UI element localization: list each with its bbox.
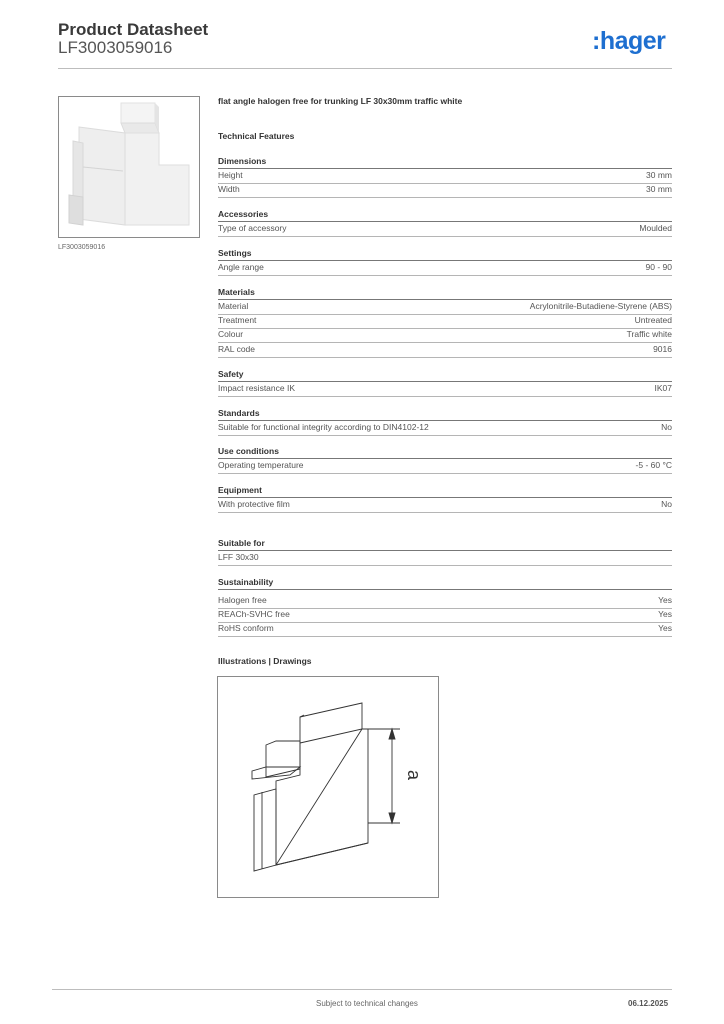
- spec-row: [218, 169, 672, 184]
- technical-features-heading: Technical Features: [218, 131, 295, 141]
- technical-drawing: [217, 676, 439, 898]
- group-title-use-conditions: Use conditions: [218, 446, 672, 459]
- flat-angle-product-illustration: [59, 97, 199, 237]
- illustrations-heading: Illustrations | Drawings: [218, 656, 312, 666]
- spec-key: Width: [218, 184, 240, 194]
- spec-key: Treatment: [218, 315, 257, 325]
- header-divider: [58, 68, 672, 69]
- spec-key: Impact resistance IK: [218, 383, 296, 393]
- dimension-label: a: [404, 769, 424, 781]
- spec-row: [218, 459, 672, 474]
- group-title-equipment: Equipment: [218, 485, 672, 498]
- group-title-accessories: Accessories: [218, 209, 672, 222]
- spec-key: Suitable for functional integrity according to DIN4102-12: [218, 422, 429, 432]
- spec-key: RoHS conform: [218, 623, 274, 633]
- spec-key: With protective film: [218, 499, 290, 509]
- spec-key: RAL code: [218, 344, 256, 354]
- product-image: [58, 96, 200, 238]
- spec-row: [218, 328, 672, 343]
- image-caption: LF3003059016: [58, 244, 106, 251]
- spec-value: No: [661, 422, 672, 432]
- spec-value: 9016: [653, 344, 672, 354]
- page-title: Product Datasheet: [58, 20, 209, 39]
- group-title-safety: Safety: [218, 369, 672, 382]
- spec-row: [218, 222, 672, 237]
- group-title-sustainability: Sustainability: [218, 577, 672, 590]
- group-title-standards: Standards: [218, 408, 672, 421]
- spec-key: Halogen free: [218, 595, 267, 605]
- spec-row: [218, 622, 672, 637]
- spec-value: Moulded: [639, 223, 672, 233]
- spec-key: Colour: [218, 329, 244, 339]
- spec-row: [218, 421, 672, 436]
- spec-value: Traffic white: [626, 329, 672, 339]
- spec-value: -5 - 60 °C: [635, 460, 672, 470]
- footer-date: 06.12.2025: [628, 999, 669, 1008]
- spec-key: Height: [218, 170, 243, 180]
- group-title-dimensions: Dimensions: [218, 156, 672, 169]
- hager-logo: :hager: [592, 27, 666, 55]
- spec-value: IK07: [654, 383, 672, 393]
- spec-value: Yes: [658, 609, 672, 619]
- spec-key: REACh-SVHC free: [218, 609, 290, 619]
- spec-value: 30 mm: [646, 170, 672, 180]
- footer-note: Subject to technical changes: [316, 999, 418, 1008]
- spec-row: [218, 183, 672, 198]
- spec-row: [218, 261, 672, 276]
- product-description: flat angle halogen free for trunking LF 30x30mm traffic white: [218, 96, 463, 106]
- spec-key: Material: [218, 301, 249, 311]
- spec-row: [218, 594, 672, 609]
- spec-key: Operating temperature: [218, 460, 304, 470]
- spec-value: Acrylonitrile-Butadiene-Styrene (ABS): [529, 301, 672, 311]
- spec-row: [218, 300, 672, 315]
- spec-value: Untreated: [634, 315, 672, 325]
- spec-value: Yes: [658, 595, 672, 605]
- spec-key: Angle range: [218, 262, 264, 272]
- group-title-settings: Settings: [218, 248, 672, 261]
- spec-value: No: [661, 499, 672, 509]
- spec-row: [218, 498, 672, 513]
- footer-divider: [52, 989, 672, 990]
- spec-value: Yes: [658, 623, 672, 633]
- spec-row: [218, 343, 672, 358]
- group-title-materials: Materials: [218, 287, 672, 300]
- spec-row: [218, 608, 672, 623]
- dimension-drawing: [218, 677, 438, 897]
- spec-row: [218, 314, 672, 329]
- group-title-suitable-for: Suitable for: [218, 538, 672, 551]
- spec-key: Type of accessory: [218, 223, 287, 233]
- spec-row: [218, 382, 672, 397]
- spec-value: 90 - 90: [645, 262, 672, 272]
- spec-value: 30 mm: [646, 184, 672, 194]
- spec-key: LFF 30x30: [218, 552, 259, 562]
- spec-row: [218, 551, 672, 566]
- product-code: LF3003059016: [58, 38, 173, 57]
